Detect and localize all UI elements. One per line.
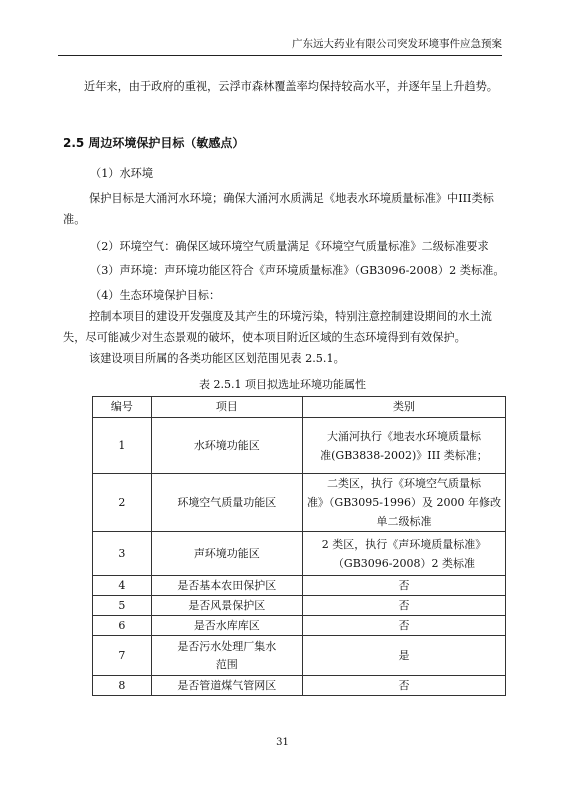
page-number: 31	[276, 737, 289, 748]
category-line: 大涌河执行《地表水环境质量标	[326, 429, 481, 443]
cell-category	[302, 532, 505, 576]
cell-no: 7	[93, 636, 152, 676]
cell-category	[302, 474, 505, 532]
category-line: 否	[398, 578, 410, 592]
function-attribute-table	[92, 396, 506, 696]
text-line: 控制本项目的建设开发强度及其产生的环境污染，特别注意控制建设期间的水土流	[89, 310, 492, 323]
table-row	[93, 596, 506, 616]
cell-item: 是否基本农田保护区	[151, 576, 302, 596]
water-environment-text	[63, 188, 503, 230]
cell-no: 6	[93, 616, 152, 636]
text-line: 准。	[63, 213, 86, 226]
table-body	[93, 418, 506, 696]
category-line: 否	[398, 618, 410, 632]
table-row	[93, 418, 506, 474]
cell-category	[302, 676, 505, 696]
section-heading: 2.5 周边环境保护目标（敏感点）	[63, 136, 245, 150]
table-row	[93, 532, 506, 576]
air-environment-text: （2）环境空气：确保区域环境空气质量满足《环境空气质量标准》二级标准要求	[90, 240, 489, 253]
category-line: 单二级标准	[376, 515, 432, 528]
page-header: 广东远大药业有限公司突发环境事件应急预案	[58, 36, 502, 56]
cell-category	[302, 418, 505, 474]
text-line: 保护目标是大涌河水环境；确保大涌河水质满足《地表水环境质量标准》中III类标	[89, 192, 494, 205]
cell-no: 3	[93, 532, 152, 576]
category-line: 是	[398, 648, 410, 662]
table-row	[93, 576, 506, 596]
text-line: 失，尽可能减少对生态景观的破坏，使本项目附近区域的生态环境得到有效保护。	[63, 331, 466, 344]
table-row	[93, 636, 506, 676]
category-line: 否	[398, 678, 410, 692]
cell-no: 8	[93, 676, 152, 696]
cell-category	[302, 616, 505, 636]
cell-no: 2	[93, 474, 152, 532]
cell-no: 5	[93, 596, 152, 616]
intro-paragraph: 近年来，由于政府的重视，云浮市森林覆盖率均保持较高水平，并逐年呈上升趋势。	[84, 80, 498, 93]
header-cell-category: 类别	[302, 397, 505, 418]
table-header-row	[93, 397, 506, 418]
header-cell-item: 项目	[151, 397, 302, 418]
cell-category	[302, 576, 505, 596]
category-line: 准(GB3838-2002)》III 类标准；	[320, 448, 488, 462]
ecology-title: （4）生态环境保护目标：	[90, 289, 221, 302]
category-line: 二类区，执行《环境空气质量标	[326, 477, 481, 490]
ecology-text	[63, 306, 503, 369]
cell-item: 是否水库库区	[151, 616, 302, 636]
noise-environment-text: （3）声环境：声环境功能区符合《声环境质量标准》（GB3096-2008）2 类标准。	[90, 264, 505, 277]
category-line: 2 类区，执行《声环境质量标准》	[321, 537, 487, 551]
cell-category	[302, 596, 505, 616]
text-line: 该建设项目所属的各类功能区区划范围见表 2.5.1。	[89, 352, 345, 365]
cell-no: 4	[93, 576, 152, 596]
cell-item: 环境空气质量功能区	[151, 474, 302, 532]
cell-item: 声环境功能区	[151, 532, 302, 576]
table-row	[93, 616, 506, 636]
cell-no: 1	[93, 418, 152, 474]
cell-item: 水环境功能区	[151, 418, 302, 474]
water-environment-title: （1）水环境	[90, 167, 154, 180]
header-cell-no: 编号	[93, 397, 152, 418]
table-row	[93, 676, 506, 696]
cell-item: 是否污水处理厂集水 范围	[151, 636, 302, 676]
cell-item: 是否管道煤气管网区	[151, 676, 302, 696]
cell-item: 是否风景保护区	[151, 596, 302, 616]
category-line: （GB3096-2008）2 类标准	[332, 556, 475, 570]
table-caption: 表 2.5.1 项目拟选址环境功能属性	[199, 378, 366, 391]
cell-category	[302, 636, 505, 676]
category-line: 否	[398, 598, 410, 612]
category-line: 准》（GB3095-1996）及 2000 年修改	[306, 496, 501, 509]
table-row	[93, 474, 506, 532]
